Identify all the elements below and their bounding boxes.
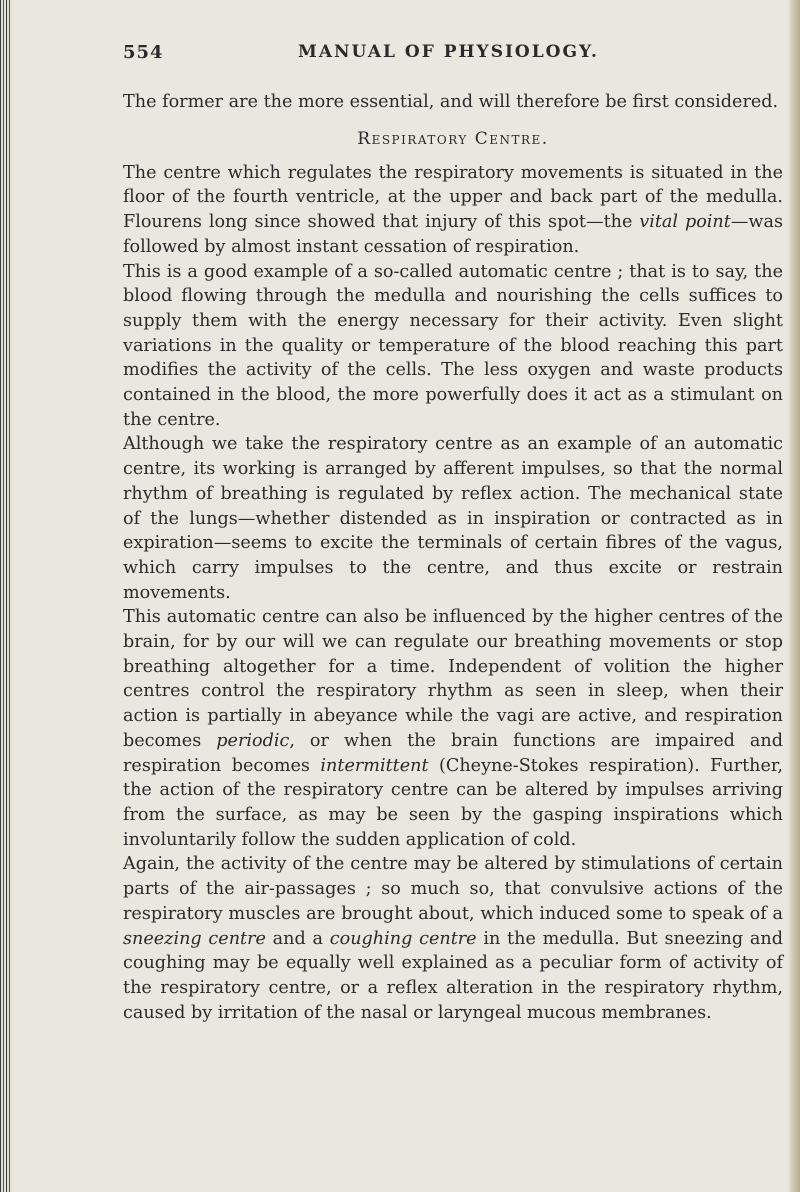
paragraph-5-text-c: in the medulla. But sneezing and coughing may be equally well explained as a peculiar form of activity of the respiratory centre, or a reflex alteration in the respiratory rhythm, caused by irritation of the nasal or laryngeal mucous membranes. xyxy=(123,928,783,1023)
running-title: MANUAL OF PHYSIOLOGY. xyxy=(298,42,599,62)
paragraph-1-text-b: —was followed by almost instant cessation of respiration. xyxy=(123,212,783,257)
paragraph-4-text-b: , or when the brain functions are impaired and respiration becomes xyxy=(123,730,783,776)
paragraph-4-text-c: (Cheyne-Stokes respiration). Further, the action of the respiratory centre can be altered by impulses arriving from the surface, as may be seen by the gasping inspirations which involuntarily follow the sudden application of cold. xyxy=(123,755,783,850)
paragraph-4-emphasis-intermittent: intermittent xyxy=(320,755,429,776)
intro-paragraph xyxy=(123,90,783,115)
book-page xyxy=(123,42,783,1025)
paragraph-4-text-a: This automatic centre can also be influenced by the higher centres of the brain, for by our will we can regulate our breathing movements or stop breathing altogether for a time. Independent of volition the higher centres control the respiratory rhythm as seen in sleep, when their action is partially in abeyance while the vagi are active, and respiration becomes xyxy=(123,607,783,751)
running-head xyxy=(123,42,783,72)
paragraph-5-text-b: and a xyxy=(265,928,330,949)
intro-text: The former are the more essential, and will therefore be first considered. xyxy=(123,92,779,112)
paragraph-5 xyxy=(123,852,783,1025)
paragraph-2: This is a good example of a so-called automatic centre ; that is to say, the blood flowing through the medulla and nourishing the cells suffices to supply them with the energy necessary for their activity. Even slight variations in the quality or temperature of the blood reaching this part modifies the activity of the cells. The less oxygen and waste products contained in the blood, the more powerfully does it act as a stimulant on the centre. xyxy=(123,261,783,430)
paragraph-5-text-a: Again, the activity of the centre may be altered by stimulations of certain parts of the air-passages ; so much so, that convulsive actions of the respiratory muscles are brought about, which induced some to speak of a xyxy=(123,854,783,924)
paragraph-4 xyxy=(123,605,783,852)
paragraph-1-emphasis: vital point xyxy=(639,212,731,233)
section-heading: Respiratory Centre. xyxy=(357,128,549,149)
page-number: 554 xyxy=(123,42,164,63)
paragraph-1 xyxy=(123,161,783,260)
book-binding-edge xyxy=(0,0,12,1192)
paragraph-5-emphasis-coughing: coughing centre xyxy=(329,928,477,949)
page-fore-edge xyxy=(788,0,800,1192)
paragraph-4-emphasis-periodic: periodic xyxy=(216,730,290,751)
paragraph-3: Although we take the respiratory centre as an example of an automatic centre, its working is arranged by afferent impulses, so that the normal rhythm of breathing is regulated by reflex action. The mechanical state of the lungs—whether distended as in inspiration or contracted as in expiration—seems to excite the terminals of certain fibres of the vagus, which carry impulses to the centre, and thus excite or restrain movements. xyxy=(123,434,783,603)
paragraph-1-text-a: The centre which regulates the respiratory movements is situated in the floor of the fourth ventricle, at the upper and back part of the medulla. Flourens long since showed that injury of this spot—the xyxy=(123,162,783,233)
paragraph-5-emphasis-sneezing: sneezing centre xyxy=(123,928,266,949)
